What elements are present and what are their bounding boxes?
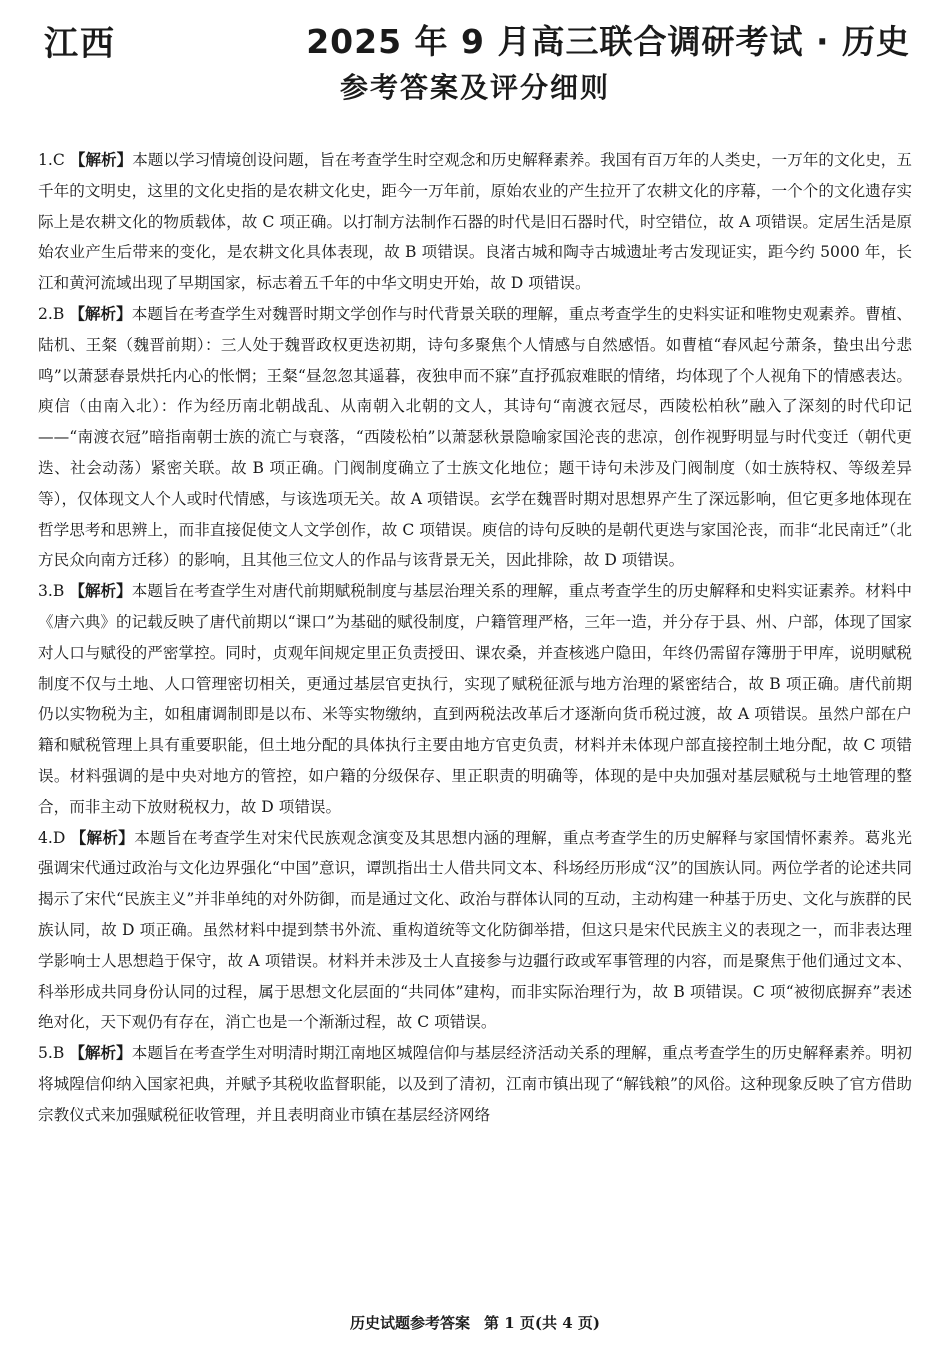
answer-list <box>38 145 912 1131</box>
answer-item-5 <box>38 1038 912 1130</box>
answer-item-3 <box>38 576 912 822</box>
page-footer <box>0 1312 950 1333</box>
question-number: 4. <box>38 828 53 847</box>
analysis-text: 本题旨在考查学生对魏晋时期文学创作与时代背景关联的理解，重点考查学生的史料实证和唯物史观素养。曹植、陆机、王粲（魏晋前期）：三人处于魏晋政权更迭初期，诗句多聚焦个人情感与自然感悟。如曹植“春风起兮萧条，蛰虫出兮悲鸣”以萧瑟春景烘托内心的怅惘；王粲“昼忽忽其遥暮，夜独申而不寐”直抒孤寂难眠的情绪，均体现了个人视角下的情感表达。庾信（由南入北）：作为经历南北朝战乱、从南朝入北朝的文人，其诗句“南渡衣冠尽，西陵松柏秋”融入了深刻的时代印记——“南渡衣冠”暗指南朝士族的流亡与衰落，“西陵松柏”以萧瑟秋景隐喻家国沦丧的悲凉，创作视野明显与时代变迁（朝代更迭、社会动荡）紧密关联。故 B 项正确。门阀制度确立了士族文化地位；题干诗句未涉及门阀制度（如士族特权、等级差异等），仅体现文人个人或时代情感，与该选项无关。故 A 项错误。玄学在魏晋时期对思想界产生了深远影响，但它更多地体现在哲学思考和思辨上，而非直接促使文人文学创作，故 C 项错误。庾信的诗句反映的是朝代更迭与家国沦丧，而非“北民南迁”（北方民众向南方迁移）的影响，且其他三位文人的作品与该背景无关，因此排除，故 D 项错误。 <box>38 304 912 570</box>
analysis-text: 本题旨在考查学生对明清时期江南地区城隍信仰与基层经济活动关系的理解，重点考查学生的历史解释素养。明初将城隍信仰纳入国家祀典，并赋予其税收监督职能，以及到了清初，江南市镇出现了“解钱粮”的风俗。这种现象反映了官方借助宗教仪式来加强赋税征收管理，并且表明商业市镇在基层经济网络 <box>38 1044 912 1124</box>
question-number: 3. <box>38 582 53 601</box>
exam-title: 2025 年 9 月高三联合调研考试 · 历史 <box>306 22 910 61</box>
analysis-tag: 【解析】 <box>69 1044 132 1063</box>
answer-letter: C <box>52 151 65 169</box>
question-number: 5. <box>38 1044 53 1063</box>
answer-letter: B <box>52 582 65 601</box>
analysis-tag: 【解析】 <box>69 582 132 601</box>
answer-item-2 <box>38 299 912 576</box>
region-label: 江西 <box>44 24 116 64</box>
page-header <box>0 0 950 115</box>
answer-item-1 <box>38 145 912 299</box>
answer-letter: D <box>52 828 66 847</box>
footer-label: 历史试题参考答案 <box>350 1314 471 1332</box>
document-subtitle: 参考答案及评分细则 <box>339 71 610 104</box>
analysis-tag: 【解析】 <box>70 828 135 847</box>
page-number: 第 1 页(共 4 页) <box>484 1314 600 1332</box>
answer-letter: B <box>52 1044 65 1063</box>
answer-item-4 <box>38 823 912 1039</box>
question-number: 2. <box>38 304 53 323</box>
analysis-text: 本题旨在考查学生对宋代民族观念演变及其思想内涵的理解，重点考查学生的历史解释与家国情怀素养。葛兆光强调宋代通过政治与文化边界强化“中国”意识，谭凯指出士人借共同文本、科场经历形成“汉”的国族认同。两位学者的论述共同揭示了宋代“民族主义”并非单纯的对外防御，而是通过文化、政治与群体认同的互动，主动构建一种基于历史、文化与族群的民族认同，故 D 项正确。虽然材料中提到禁书外流、重构道统等文化防御举措，但这只是宋代民族主义的表现之一，而非表达理学影响士人思想趋于保守，故 A 项错误。材料并未涉及士人直接参与边疆行政或军事管理的内容，而是聚焦于他们通过文本、科举形成共同身份认同的过程，属于思想文化层面的“共同体”建构，而非实际治理行为，故 B 项错误。C 项“被彻底摒弃”表述绝对化，天下观仍有存在，消亡也是一个渐渐过程，故 C 项错误。 <box>38 828 912 1032</box>
analysis-tag: 【解析】 <box>69 151 133 169</box>
analysis-tag: 【解析】 <box>69 304 132 323</box>
answer-letter: B <box>52 304 65 323</box>
analysis-text: 本题以学习情境创设问题，旨在考查学生时空观念和历史解释素养。我国有百万年的人类史，一万年的文化史，五千年的文明史，这里的文化史指的是农耕文化史，距今一万年前，原始农业的产生拉开了农耕文化的序幕，一个个的文化遗存实际上是农耕文化的物质载体，故 C 项正确。以打制方法制作石器的时代是旧石器时代，时空错位，故 A 项错误。定居生活是原始农业产生后带来的变化，是农耕文化具体表现，故 B 项错误。良渚古城和陶寺古城遗址考古发现证实，距今约 5000 年，长江和黄河流域出现了早期国家，标志着五千年的中华文明史开始，故 D 项错误。 <box>38 151 912 293</box>
analysis-text: 本题旨在考查学生对唐代前期赋税制度与基层治理关系的理解，重点考查学生的历史解释和史料实证素养。材料中《唐六典》的记载反映了唐代前期以“课口”为基础的赋役制度，户籍管理严格，三年一造，并分存于县、州、户部，体现了国家对人口与赋役的严密掌控。同时，贞观年间规定里正负责授田、课农桑，并查核逃户隐田，年终仍需留存簿册于甲库，说明赋税制度不仅与土地、人口管理密切相关，更通过基层官吏执行，实现了赋税征派与地方治理的紧密结合，故 B 项正确。唐代前期仍以实物税为主，如租庸调制即是以布、米等实物缴纳，直到两税法改革后才逐渐向货币税过渡，故 A 项错误。虽然户部在户籍和赋税管理上具有重要职能，但土地分配的具体执行主要由地方官吏负责，材料并未体现户部直接控制土地分配，故 C 项错误。材料强调的是中央对地方的管控，如户籍的分级保存、里正职责的明确等，体现的是中央加强对基层赋税与土地管理的整合，而非主动下放财税权力，故 D 项错误。 <box>38 582 912 816</box>
question-number: 1. <box>38 151 53 169</box>
